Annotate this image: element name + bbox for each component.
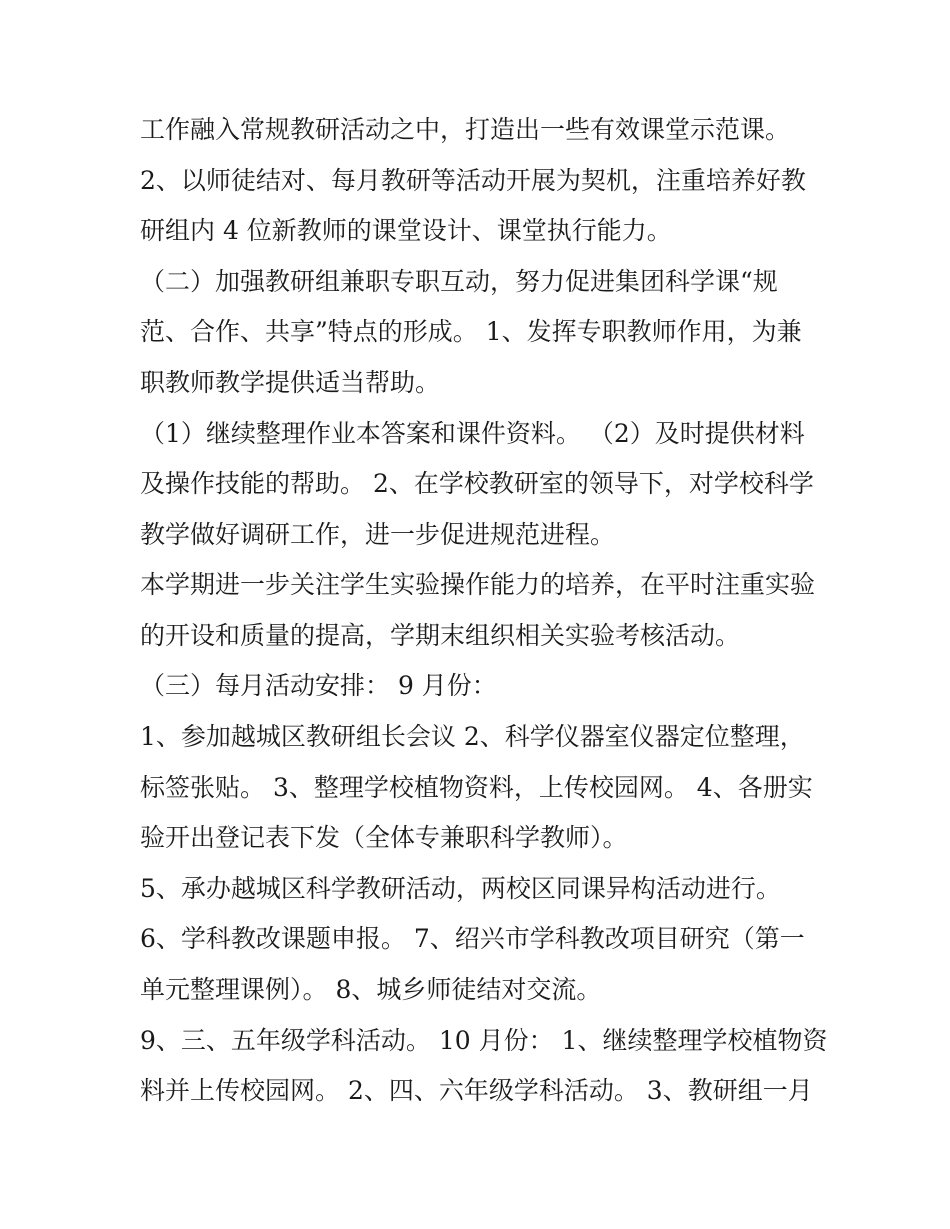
text-line-13: 1、参加越城区教研组长会议 2、科学仪器室仪器定位整理，	[140, 722, 805, 751]
text-line-12: （三）每月活动安排： 9 月份：	[140, 671, 497, 700]
text-line-15: 验开出登记表下发（全体专兼职科学教师）。	[140, 823, 628, 852]
text-line-20: 料并上传校园网。 2、四、六年级学科活动。 3、教研组一月	[140, 1076, 813, 1105]
text-line-4: （二）加强教研组兼职专职互动，努力促进集团科学课“规	[140, 267, 778, 296]
text-line-2: 2、以师徒结对、每月教研等活动开展为契机，注重培养好教	[140, 166, 806, 195]
text-line-17: 6、学科教改课题申报。 7、绍兴市学科教改项目研究（第一	[140, 924, 805, 953]
text-line-11: 的开设和质量的提高，学期末组织相关实验考核活动。	[140, 621, 741, 650]
text-line-16: 5、承办越城区科学教研活动，两校区同课异构活动进行。	[140, 874, 781, 903]
text-line-7: （1）继续整理作业本答案和课件资料。 （2）及时提供材料	[140, 419, 805, 448]
text-line-19: 9、三、五年级学科活动。 10 月份： 1、继续整理学校植物资	[140, 1026, 828, 1055]
text-line-3: 研组内 4 位新教师的课堂设计、课堂执行能力。	[140, 216, 672, 245]
text-line-14: 标签张贴。 3、整理学校植物资料，上传校园网。 4、各册实	[140, 773, 813, 802]
text-line-18: 单元整理课例）。 8、城乡师徒结对交流。	[140, 975, 602, 1004]
text-line-10: 本学期进一步关注学生实验操作能力的培养，在平时注重实验	[140, 570, 816, 599]
text-line-6: 职教师教学提供适当帮助。	[140, 368, 441, 397]
text-line-1: 工作融入常规教研活动之中，打造出一些有效课堂示范课。	[140, 115, 791, 144]
text-line-8: 及操作技能的帮助。 2、在学校教研室的领导下，对学校科学	[140, 469, 814, 498]
text-line-9: 教学做好调研工作，进一步促进规范进程。	[140, 520, 616, 549]
text-line-5: 范、合作、共享”特点的形成。 1、发挥专职教师作用，为兼	[140, 317, 802, 346]
